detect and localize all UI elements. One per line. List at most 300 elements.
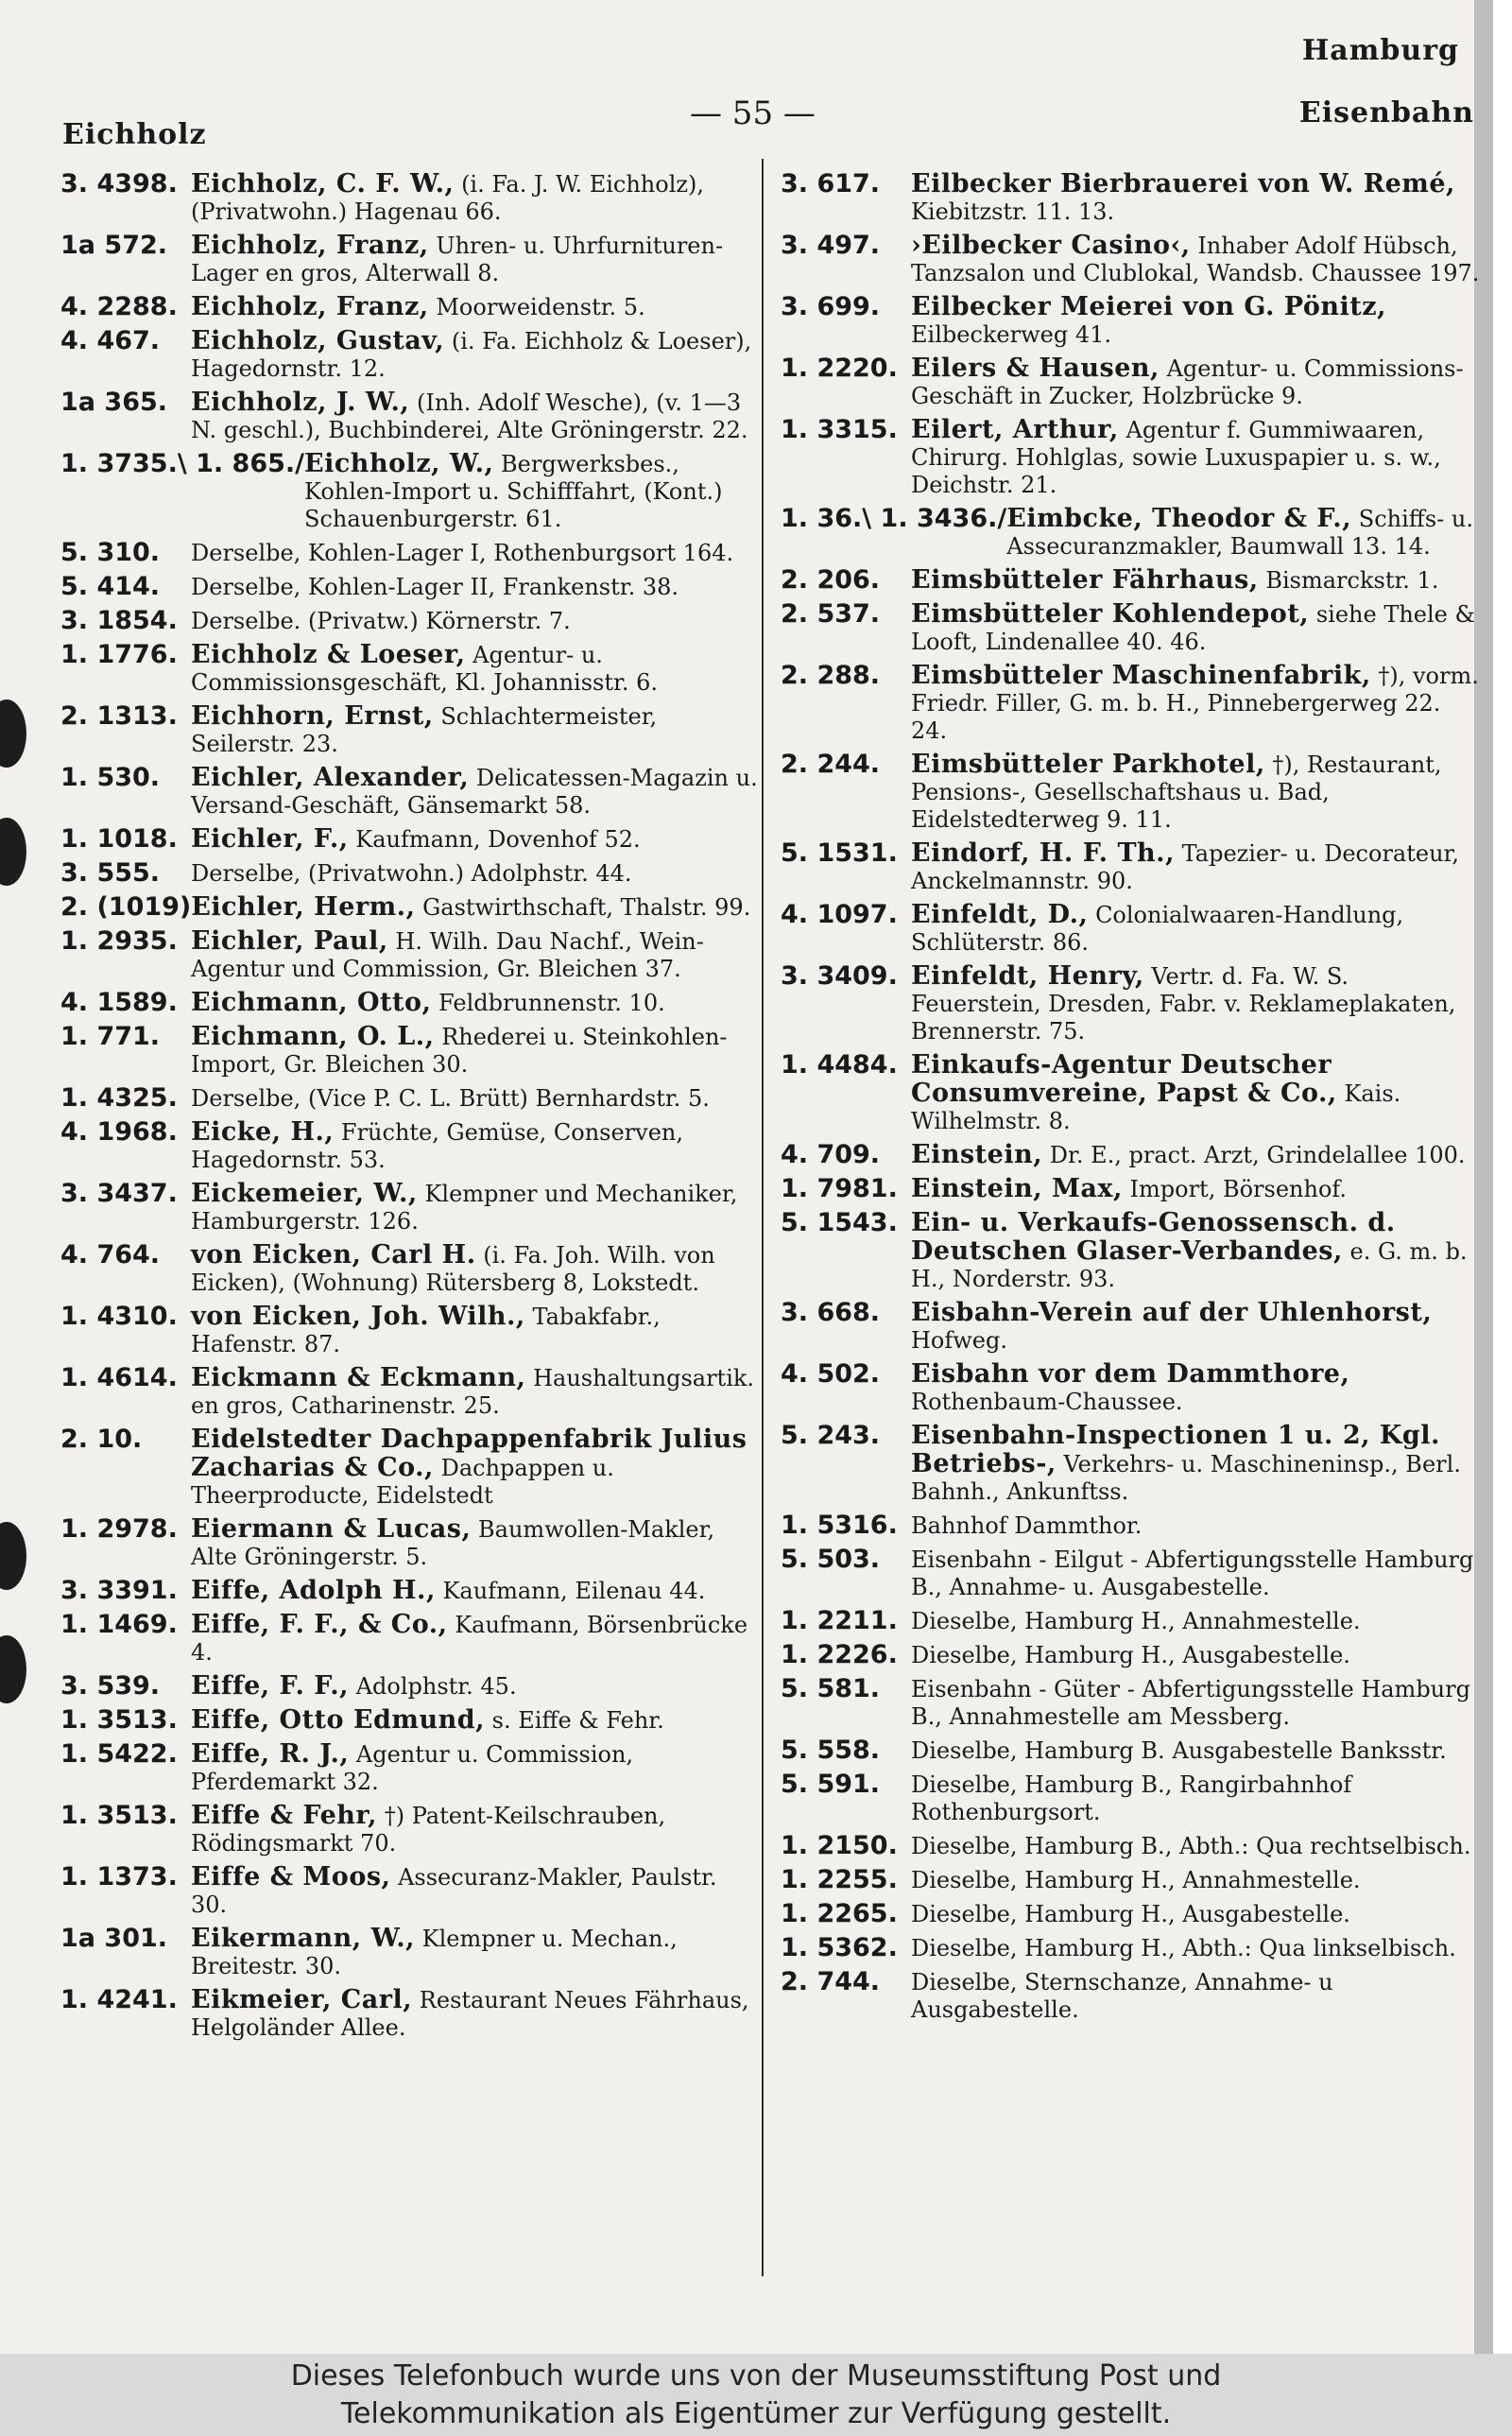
entry-details: (i. Fa. Joh. Wilh. von Eicken), (Wohnung) Rütersberg 8, Lokstedt.: [191, 1242, 715, 1296]
entry-name: Eimsbütteler Kohlendepot,: [911, 599, 1310, 629]
entry-details: Dieselbe, Hamburg B., Rangirbahnhof Rothenburgsort.: [911, 1771, 1352, 1825]
directory-entry: [781, 1934, 1480, 1962]
directory-entry: [781, 839, 1480, 895]
directory-entry: [781, 962, 1480, 1045]
entry-name: Eisenbahn-Inspectionen 1 u. 2, Kgl. Betriebs-,: [911, 1421, 1440, 1478]
entry-details: Dieselbe, Hamburg H., Annahmestelle.: [911, 1867, 1361, 1893]
phone-number: 1. 5422.: [60, 1739, 178, 1769]
entry-text: [191, 1425, 760, 1510]
directory-entry: [60, 1802, 760, 1857]
directory-entry: [60, 389, 760, 444]
entry-text: [191, 573, 760, 601]
entry-text: [191, 893, 760, 922]
phone-number: 3. 3409.: [781, 961, 898, 991]
entry-details: Agentur- u. Commissionsgeschäft, Kl. Johannisstr. 6.: [191, 642, 658, 696]
entry-text: [191, 1084, 760, 1113]
directory-entry: [60, 1672, 760, 1701]
directory-entry: [781, 1546, 1480, 1601]
phone-number: 5. 1531.: [781, 838, 898, 868]
entry-details: Dieselbe, Hamburg H., Ausgabestelle.: [911, 1901, 1350, 1927]
directory-entry: [60, 1084, 760, 1113]
binding-hole: [0, 1522, 26, 1590]
phone-number: 1. 2255.: [781, 1865, 898, 1894]
directory-entry: [781, 232, 1480, 287]
phone-number: 1. 1018.: [60, 824, 178, 854]
entry-details: Inhaber Adolf Hübsch, Tanzsalon und Clublokal, Wandsb. Chaussee 197.: [911, 233, 1480, 286]
entry-details: Baumwollen-Makler, Alte Gröningerstr. 5.: [191, 1516, 715, 1570]
page-number: — 55 —: [690, 95, 816, 132]
entry-details: Dieselbe, Hamburg H., Annahmestelle.: [911, 1608, 1361, 1634]
entry-name: Eiffe, Otto Edmund,: [191, 1705, 485, 1735]
entry-details: H. Wilh. Dau Nachf., Wein-Agentur und Commission, Gr. Bleichen 37.: [191, 928, 704, 982]
entry-details: Restaurant Neues Fährhaus, Helgoländer Allee.: [191, 1987, 749, 2041]
entry-name: Eimsbütteler Fährhaus,: [911, 565, 1259, 595]
phone-number: 1. 4241.: [60, 1985, 178, 2014]
directory-entry: [60, 539, 760, 567]
right-column: [781, 170, 1480, 2030]
entry-text: [911, 600, 1480, 656]
entry-name: Eimbcke, Theodor & F.,: [1006, 504, 1352, 533]
directory-entry: [781, 416, 1480, 499]
entry-text: [911, 1051, 1480, 1135]
directory-entry: [781, 1641, 1480, 1669]
entry-text: [191, 1118, 760, 1174]
entry-text: [191, 825, 760, 854]
entry-name: Eikmeier, Carl,: [191, 1985, 413, 2014]
directory-entry: [60, 1364, 760, 1420]
entry-text: [191, 1740, 760, 1796]
directory-entry: [60, 450, 760, 533]
phone-number: 1. 5362.: [781, 1933, 898, 1962]
entry-text: [911, 354, 1480, 410]
entry-details: Vertr. d. Fa. W. S. Feuerstein, Dresden, Fabr. v. Reklameplakaten, Brennerstr. 75.: [911, 963, 1456, 1045]
entry-details: Verkehrs- u. Maschineninsp., Berl. Bahnh., Ankunftss.: [911, 1451, 1461, 1505]
entry-details: Colonialwaaren-Handlung, Schlüterstr. 86.: [911, 902, 1404, 956]
entry-details: s. Eiffe & Fehr.: [491, 1707, 664, 1734]
entry-text: [911, 1299, 1480, 1355]
entry-text: [911, 1968, 1480, 2024]
entry-text: [1006, 505, 1480, 561]
phone-number: 5. 310.: [60, 538, 161, 567]
phone-number: 1. 1373.: [60, 1862, 178, 1892]
entry-details: Eilbeckerweg 41.: [911, 321, 1112, 348]
phone-number: 3. 539.: [60, 1671, 161, 1701]
directory-entry: [60, 327, 760, 383]
entry-name: Eilers & Hausen,: [911, 354, 1160, 383]
entry-text: [911, 662, 1480, 745]
entry-details: Eisenbahn - Güter - Abfertigungsstelle Hamburg B., Annahmestelle am Messberg.: [911, 1676, 1470, 1730]
entry-details: Dieselbe, Hamburg H., Ausgabestelle.: [911, 1642, 1350, 1668]
entry-details: Kaufmann, Dovenhof 52.: [355, 826, 641, 853]
entry-name: Eiermann & Lucas,: [191, 1514, 472, 1544]
entry-details: †), Restaurant, Pensions-, Gesellschaftshaus u. Bad, Eidelstedterweg 9. 11.: [911, 752, 1442, 833]
phone-number: 3. 497.: [781, 231, 881, 260]
entry-text: [191, 1672, 760, 1701]
phone-number: 3. 3437.: [60, 1179, 178, 1208]
entry-text: [911, 901, 1480, 957]
directory-entry: [60, 1577, 760, 1605]
directory-entry: [781, 751, 1480, 834]
entry-details: Bismarckstr. 1.: [1265, 567, 1439, 594]
phone-number: 4. 467.: [60, 326, 161, 355]
entry-text: [191, 607, 760, 635]
entry-text: [191, 293, 760, 321]
entry-text: [191, 1611, 760, 1667]
entry-details: Kaufmann, Eilenau 44.: [442, 1578, 706, 1604]
directory-entry: [60, 927, 760, 983]
entry-details: Delicatessen-Magazin u. Versand-Geschäft, Gänsemarkt 58.: [191, 765, 758, 819]
phone-number: 4. 764.: [60, 1240, 161, 1270]
entry-name: Eichmann, Otto,: [191, 988, 432, 1017]
entry-text: [191, 989, 760, 1017]
directory-entry: [60, 641, 760, 697]
entry-text: [911, 1360, 1480, 1416]
entry-details: Adolphstr. 45.: [355, 1673, 517, 1700]
phone-number: 1. 5316.: [781, 1511, 898, 1540]
directory-entry: [781, 1968, 1480, 2024]
phone-number: 3. 617.: [781, 169, 881, 199]
entry-text: [191, 232, 760, 287]
entry-details: (i. Fa. Eichholz & Loeser), Hagedornstr. 12.: [191, 328, 752, 382]
entry-details: Gastwirthschaft, Thalstr. 99.: [422, 894, 751, 921]
entry-name: Eiffe, R. J.,: [191, 1739, 350, 1769]
phone-number: 4. 1968.: [60, 1117, 178, 1147]
directory-entry: [781, 600, 1480, 656]
entry-text: [911, 839, 1480, 895]
entry-name: Einstein,: [911, 1140, 1043, 1169]
phone-number: 1. 4614.: [60, 1363, 178, 1392]
phone-number: 3. 4398.: [60, 169, 178, 199]
entry-name: Eichler, F.,: [191, 824, 349, 854]
entry-name: Eidelstedter Dachpappenfabrik Julius Zacharias & Co.,: [191, 1425, 747, 1482]
entry-details: Tapezier- u. Decorateur, Anckelmannstr. 90.: [911, 840, 1459, 894]
entry-details: Schlachtermeister, Seilerstr. 23.: [191, 703, 658, 757]
directory-entry: [781, 1175, 1480, 1203]
entry-text: [911, 1771, 1480, 1826]
directory-entry: [781, 1832, 1480, 1860]
entry-details: Bergwerksbes., Kohlen-Import u. Schifffahrt, (Kont.) Schauenburgerstr. 61.: [304, 451, 723, 532]
entry-name: Einkaufs-Agentur Deutscher Consumvereine, Papst & Co.,: [911, 1050, 1337, 1108]
entry-details: Tabakfabr., Hafenstr. 87.: [191, 1304, 661, 1357]
entry-name: Eimsbütteler Parkhotel,: [911, 750, 1265, 779]
phone-number: 3. 699.: [781, 292, 881, 321]
entry-text: [191, 1802, 760, 1857]
entry-name: Eisbahn vor dem Dammthore,: [911, 1359, 1350, 1389]
entry-text: [911, 1141, 1480, 1169]
entry-text: [911, 566, 1480, 595]
footer-notice: [0, 2354, 1512, 2436]
entry-name: Einfeldt, D.,: [911, 900, 1089, 929]
entry-name: Eiffe, F. F.,: [191, 1671, 350, 1701]
phone-number: 4. 709.: [781, 1140, 881, 1169]
entry-text: [191, 1863, 760, 1919]
directory-entry: [781, 170, 1480, 226]
entry-name: Einstein, Max,: [911, 1174, 1123, 1203]
entry-text: [911, 1209, 1480, 1293]
directory-entry: [781, 1866, 1480, 1894]
phone-number: 4. 502.: [781, 1359, 881, 1389]
directory-entry: [60, 1863, 760, 1919]
entry-text: [191, 170, 760, 226]
entry-name: ›Eilbecker Casino‹,: [911, 231, 1191, 260]
directory-entry: [60, 1118, 760, 1174]
phone-number: 2. (1019): [60, 892, 192, 922]
entry-name: Eichholz, J. W.,: [191, 388, 410, 417]
directory-entry: [781, 293, 1480, 349]
entry-text: [191, 764, 760, 820]
phone-number: 3. 1854.: [60, 606, 178, 635]
entry-name: Eichholz, W.,: [304, 449, 494, 478]
entry-text: [911, 1900, 1480, 1928]
entry-text: [191, 1241, 760, 1297]
entry-details: Dr. E., pract. Arzt, Grindelallee 100.: [1049, 1142, 1466, 1168]
entry-text: [191, 1515, 760, 1571]
phone-number: 2. 10.: [60, 1425, 143, 1454]
entry-name: Eilbecker Meierei von G. Pönitz,: [911, 292, 1386, 321]
entry-details: Dieselbe, Hamburg B., Abth.: Qua rechtselbisch.: [911, 1833, 1471, 1859]
entry-name: Eickemeier, W.,: [191, 1179, 418, 1208]
directory-entry: [60, 1515, 760, 1571]
directory-entry: [60, 293, 760, 321]
entry-name: Eikermann, W.,: [191, 1924, 415, 1953]
entry-details: Import, Börsenhof.: [1129, 1176, 1348, 1202]
phone-number: 1. 2265.: [781, 1899, 898, 1928]
phone-number: 1. 2150.: [781, 1831, 898, 1860]
page-header: [0, 0, 1493, 151]
entry-text: [191, 641, 760, 697]
entry-details: Moorweidenstr. 5.: [436, 294, 645, 320]
entry-name: Eichholz, Franz,: [191, 231, 429, 260]
entry-text: [911, 293, 1480, 349]
header-city: Hamburg: [1301, 34, 1459, 67]
phone-number: 1. 36.\ 1. 3436./: [781, 504, 1007, 533]
directory-entry: [60, 1180, 760, 1235]
entry-name: Eichholz, C. F. W.,: [191, 169, 455, 199]
directory-entry: [60, 1986, 760, 2042]
entry-text: [911, 1866, 1480, 1894]
entry-details: Agentur u. Commission, Pferdemarkt 32.: [191, 1741, 634, 1795]
entry-name: von Eicken, Joh. Wilh.,: [191, 1302, 525, 1331]
entry-details: e. G. m. b. H., Norderstr. 93.: [911, 1238, 1468, 1292]
phone-number: 5. 1543.: [781, 1208, 898, 1237]
entry-details: Derselbe, (Vice P. C. L. Brütt) Bernhardstr. 5.: [191, 1085, 710, 1112]
phone-number: 1. 7981.: [781, 1174, 898, 1203]
entry-details: Kaufmann, Börsenbrücke 4.: [191, 1612, 748, 1666]
entry-text: [191, 1023, 760, 1079]
phone-number: 2. 744.: [781, 1967, 881, 1996]
directory-entry: [60, 1425, 760, 1510]
entry-text: [191, 859, 760, 888]
entry-text: [191, 702, 760, 758]
directory-entry: [60, 764, 760, 820]
entry-details: Dachpappen u. Theerproducte, Eidelstedt: [191, 1455, 614, 1509]
phone-number: 5. 503.: [781, 1545, 881, 1574]
phone-number: 1. 4310.: [60, 1302, 178, 1331]
phone-number: 1. 771.: [60, 1022, 161, 1051]
phone-number: 4. 2288.: [60, 292, 178, 321]
phone-number: 1a 572.: [60, 231, 168, 260]
entry-name: Eichholz, Franz,: [191, 292, 429, 321]
directory-entry: [781, 1900, 1480, 1928]
entry-text: [191, 389, 760, 444]
phone-number: 1. 1776.: [60, 640, 178, 669]
entry-name: Eindorf, H. F. Th.,: [911, 838, 1175, 868]
directory-entry: [781, 1360, 1480, 1416]
entry-name: Eimsbütteler Maschinenfabrik,: [911, 661, 1371, 690]
phone-number: 1. 4325.: [60, 1083, 178, 1113]
phone-number: 3. 3391.: [60, 1576, 178, 1605]
entry-name: Eichler, Paul,: [191, 926, 388, 956]
header-left-keyword: Eichholz: [62, 118, 207, 151]
directory-entry: [781, 1675, 1480, 1731]
entry-name: Ein- u. Verkaufs-Genossensch. d. Deutschen Glaser-Verbandes,: [911, 1208, 1396, 1266]
phone-number: 1a 301.: [60, 1924, 168, 1953]
entry-name: Eiffe & Fehr,: [191, 1801, 378, 1830]
entry-details: Rhederei u. Steinkohlen-Import, Gr. Bleichen 30.: [191, 1024, 728, 1078]
entry-text: [911, 1832, 1480, 1860]
entry-name: Eiffe, Adolph H.,: [191, 1576, 436, 1605]
phone-number: 1. 3513.: [60, 1705, 178, 1735]
entry-text: [191, 539, 760, 567]
entry-text: [191, 1303, 760, 1358]
phone-number: 5. 558.: [781, 1736, 881, 1765]
entry-details: Dieselbe, Hamburg B. Ausgabestelle Banksstr.: [911, 1737, 1447, 1764]
phone-number: 1. 2211.: [781, 1606, 898, 1635]
directory-entry: [60, 702, 760, 758]
entry-text: [911, 1422, 1480, 1506]
entry-details: Agentur- u. Commissions-Geschäft in Zucker, Holzbrücke 9.: [911, 355, 1464, 409]
entry-name: von Eicken, Carl H.: [191, 1240, 476, 1270]
phone-number: 4. 1589.: [60, 988, 178, 1017]
phone-number: 2. 244.: [781, 750, 881, 779]
entry-text: [911, 1641, 1480, 1669]
entry-text: [911, 751, 1480, 834]
directory-entry: [781, 354, 1480, 410]
entry-details: Klempner und Mechaniker, Hamburgerstr. 126.: [191, 1181, 738, 1235]
entry-details: siehe Thele & Looft, Lindenallee 40. 46.: [911, 601, 1475, 655]
directory-entry: [781, 505, 1480, 561]
phone-number: 2. 206.: [781, 565, 881, 595]
entry-details: Feldbrunnenstr. 10.: [438, 990, 665, 1016]
entry-name: Eichler, Alexander,: [191, 763, 470, 792]
directory-entry: [781, 1299, 1480, 1355]
phone-number: 1a 365.: [60, 388, 168, 417]
entry-text: [191, 1577, 760, 1605]
phone-number: 2. 288.: [781, 661, 881, 690]
entry-name: Eiffe & Moos,: [191, 1862, 391, 1892]
phone-number: 5. 414.: [60, 572, 161, 601]
directory-entry: [781, 1209, 1480, 1293]
directory-entry: [781, 1422, 1480, 1506]
entry-text: [911, 1512, 1480, 1540]
entry-details: Schiffs- u. Assecuranzmakler, Baumwall 13. 14.: [1006, 506, 1473, 560]
directory-entry: [781, 1512, 1480, 1540]
entry-text: [191, 1706, 760, 1735]
phone-number: 1. 2220.: [781, 354, 898, 383]
entry-text: [191, 1986, 760, 2042]
directory-entry: [60, 1611, 760, 1667]
entry-details: Haushaltungsartik. en gros, Catharinenstr. 25.: [191, 1365, 755, 1419]
entry-details: †) Patent-Keilschrauben, Rödingsmarkt 70.: [191, 1803, 666, 1857]
directory-entry: [60, 1925, 760, 1980]
directory-entry: [781, 662, 1480, 745]
directory-entry: [781, 901, 1480, 957]
directory-entry: [60, 232, 760, 287]
entry-name: Einfeldt, Henry,: [911, 961, 1144, 991]
directory-entry: [60, 989, 760, 1017]
directory-entry: [781, 1607, 1480, 1635]
phone-number: 2. 537.: [781, 599, 881, 629]
phone-number: 1. 2978.: [60, 1514, 178, 1544]
entry-text: [191, 1180, 760, 1235]
directory-entry: [781, 1736, 1480, 1765]
entry-details: Kiebitzstr. 11. 13.: [911, 199, 1115, 225]
directory-entry: [60, 825, 760, 854]
entry-details: Früchte, Gemüse, Conserven, Hagedornstr. 53.: [191, 1119, 683, 1173]
entry-details: Rothenbaum-Chaussee.: [911, 1389, 1183, 1415]
phone-number: 2. 1313.: [60, 701, 178, 731]
binding-hole: [0, 1635, 26, 1703]
entry-details: Assecuranz-Makler, Paulstr. 30.: [191, 1864, 717, 1918]
entry-details: Dieselbe, Sternschanze, Annahme- u Ausgabestelle.: [911, 1969, 1333, 2023]
binding-hole: [0, 818, 26, 886]
entry-name: Eichmann, O. L.,: [191, 1022, 435, 1051]
directory-entry: [781, 1141, 1480, 1169]
footer-line-1: Dieses Telefonbuch wurde uns von der Museumsstiftung Post und: [290, 2359, 1222, 2393]
directory-entry: [60, 1706, 760, 1735]
entry-details: Dieselbe, Hamburg H., Abth.: Qua linkselbisch.: [911, 1935, 1456, 1961]
phone-number: 1. 2935.: [60, 926, 178, 956]
entry-name: Eickmann & Eckmann,: [191, 1363, 526, 1392]
phone-number: 1. 2226.: [781, 1640, 898, 1669]
directory-entry: [60, 1241, 760, 1297]
entry-details: Eisenbahn - Eilgut - Abfertigungsstelle Hamburg B., Annahme- u. Ausgabestelle.: [911, 1546, 1474, 1600]
entry-name: Eichler, Herm.,: [191, 892, 416, 922]
phone-number: 5. 591.: [781, 1770, 881, 1799]
entry-text: [191, 1925, 760, 1980]
directory-entry: [60, 607, 760, 635]
entry-text: [191, 927, 760, 983]
phone-number: 3. 555.: [60, 858, 161, 888]
entry-name: Eichholz, Gustav,: [191, 326, 445, 355]
entry-name: Eicke, H.,: [191, 1117, 335, 1147]
directory-entry: [60, 1740, 760, 1796]
entry-text: [911, 232, 1480, 287]
phone-number: 5. 581.: [781, 1674, 881, 1703]
directory-entry: [60, 859, 760, 888]
entry-text: [911, 962, 1480, 1045]
left-column: [60, 170, 760, 2047]
phone-number: 1. 1469.: [60, 1610, 178, 1639]
phone-number: 1. 3513.: [60, 1801, 178, 1830]
entry-details: Bahnhof Dammthor.: [911, 1512, 1143, 1539]
phone-number: 3. 668.: [781, 1298, 881, 1327]
phone-number: 1. 530.: [60, 763, 161, 792]
entry-text: [191, 327, 760, 383]
phone-number: 5. 243.: [781, 1421, 881, 1450]
entry-text: [911, 1675, 1480, 1731]
entry-details: †), vorm. Friedr. Filler, G. m. b. H., Pinnebergerweg 22. 24.: [911, 663, 1479, 744]
entry-text: [304, 450, 760, 533]
phone-number: 1. 3735.\ 1. 865./: [60, 449, 305, 478]
entry-text: [911, 1934, 1480, 1962]
entry-details: Hofweg.: [911, 1327, 1007, 1354]
entry-details: Agentur f. Gummiwaaren, Chirurg. Hohlglas, sowie Luxuspapier u. s. w., Deichstr. 21.: [911, 417, 1441, 498]
entry-details: Uhren- u. Uhrfurnituren-Lager en gros, Alterwall 8.: [191, 233, 724, 286]
header-right-keyword: Eisenbahn: [1298, 96, 1474, 130]
entry-details: Derselbe, (Privatwohn.) Adolphstr. 44.: [191, 860, 632, 887]
binding-hole: [0, 700, 26, 768]
